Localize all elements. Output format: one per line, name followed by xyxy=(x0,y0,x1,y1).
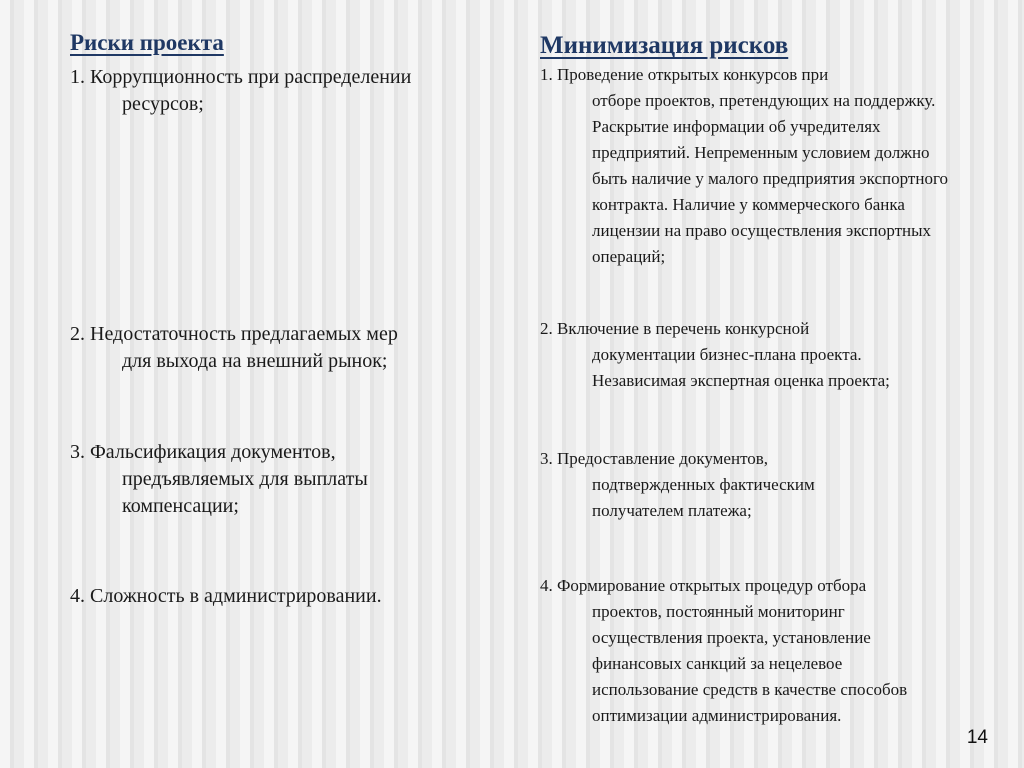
mitigation-item-3-continuation: подтвержденных фактическим получателем платежа; xyxy=(592,475,815,520)
risk-item-4 xyxy=(70,583,520,610)
risks-heading: Риски проекта xyxy=(70,30,224,55)
risk-item-2-continuation: для выхода на внешний рынок; xyxy=(122,350,388,372)
mitigation-item-1-first-line: Проведение открытых конкурсов при xyxy=(557,65,829,84)
mitigation-item-4 xyxy=(540,573,1000,729)
page-number: 14 xyxy=(966,727,988,748)
risk-item-2 xyxy=(70,321,520,375)
mitigation-item-4-first-line: Формирование открытых процедур отбора xyxy=(557,576,867,595)
risk-item-1 xyxy=(70,64,520,118)
mitigation-item-4-number: 4. xyxy=(540,576,553,595)
risk-item-1-continuation: ресурсов; xyxy=(122,93,204,115)
risk-item-3-number: 3. xyxy=(70,441,85,463)
mitigation-item-2 xyxy=(540,316,1000,394)
mitigation-item-3 xyxy=(540,446,1000,524)
risk-item-2-number: 2. xyxy=(70,323,85,345)
mitigation-item-4-continuation: проектов, постоянный мониторинг осуществления проекта, установление финансовых санкций за нецелевое использование средств в качестве способов оптимизации администрирования. xyxy=(592,602,908,725)
risk-item-2-first-line: Недостаточность предлагаемых мер xyxy=(90,323,398,345)
mitigation-item-1 xyxy=(540,62,1000,270)
mitigation-item-3-first-line: Предоставление документов, xyxy=(557,449,769,468)
risk-item-3-first-line: Фальсификация документов, xyxy=(90,441,336,463)
risk-item-3 xyxy=(70,439,520,520)
mitigation-item-2-first-line: Включение в перечень конкурсной xyxy=(557,319,810,338)
risk-item-1-first-line: Коррупционность при распределении xyxy=(90,66,412,88)
mitigation-item-1-number: 1. xyxy=(540,65,553,84)
mitigation-heading: Минимизация рисков xyxy=(540,32,789,59)
risk-item-4-number: 4. xyxy=(70,585,85,607)
risk-item-3-continuation: предъявляемых для выплаты компенсации; xyxy=(122,468,368,517)
risk-item-1-number: 1. xyxy=(70,66,85,88)
mitigation-item-1-continuation: отборе проектов, претендующих на поддержку. Раскрытие информации об учредителях предприятий. Непременным условием должно быть наличие у малого предприятия экспортного контракта. Наличие у коммерческого банка лицензии на право осуществления экспортных операций; xyxy=(592,91,948,266)
mitigation-item-2-continuation: документации бизнес-плана проекта. Независимая экспертная оценка проекта; xyxy=(592,345,890,390)
mitigation-item-2-number: 2. xyxy=(540,319,553,338)
mitigation-item-3-number: 3. xyxy=(540,449,553,468)
risk-item-4-first-line: Сложность в администрировании. xyxy=(90,585,382,607)
